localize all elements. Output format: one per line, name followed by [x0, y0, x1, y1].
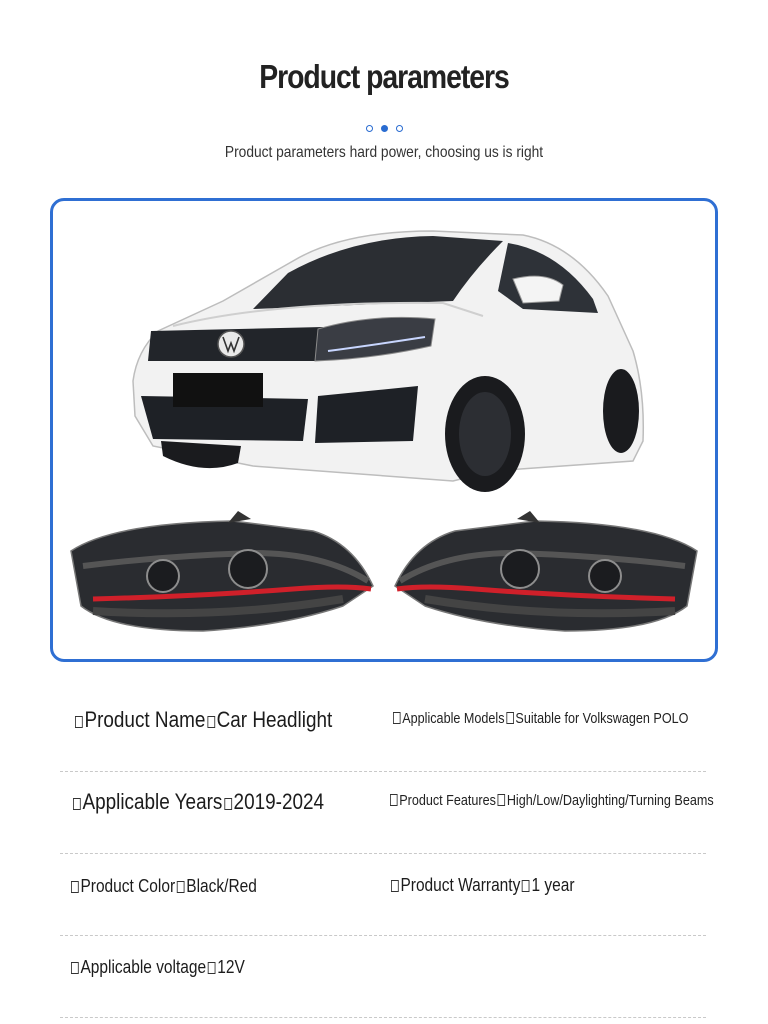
headlight-left: [71, 511, 373, 631]
separator-icon: [177, 881, 185, 893]
page-title: Product parameters: [259, 58, 509, 95]
car-illustration: [133, 231, 643, 492]
spec-product-warranty: Product Warranty 1 year: [391, 875, 575, 896]
spec-applicable-years: Applicable Years 2019-2024: [73, 789, 324, 815]
spec-applicable-voltage: Applicable voltage 12V: [71, 957, 245, 978]
spec-table: [60, 690, 714, 1018]
separator-icon: [207, 716, 215, 728]
dot-indicator-active: [381, 125, 388, 132]
bullet-icon: [75, 716, 83, 728]
dot-indicator: [396, 125, 403, 132]
separator-icon: [506, 712, 514, 724]
bullet-icon: [393, 712, 401, 724]
separator-icon: [522, 880, 530, 892]
bullet-icon: [71, 962, 79, 974]
bullet-icon: [71, 881, 79, 893]
spec-row: [60, 936, 706, 1018]
separator-icon: [498, 794, 506, 806]
carousel-dots: [0, 120, 768, 132]
spec-product-name: Product Name Car Headlight: [75, 707, 332, 733]
separator-icon: [224, 798, 232, 810]
spec-row: [60, 690, 706, 772]
bullet-icon: [73, 798, 81, 810]
spec-row: [60, 772, 714, 854]
bullet-icon: [391, 880, 399, 892]
page-subtitle: Product parameters hard power, choosing us is right: [224, 144, 544, 161]
spec-row: [60, 854, 706, 936]
bullet-icon: [390, 794, 398, 806]
spec-product-features: Product Features High/Low/Daylighting/Turning Beams: [390, 792, 714, 809]
separator-icon: [208, 962, 216, 974]
product-image: [53, 201, 715, 659]
spec-applicable-models: Applicable Models Suitable for Volkswagen POLO: [393, 710, 688, 727]
product-image-frame: [50, 198, 718, 662]
headlight-right: [395, 511, 697, 631]
dot-indicator: [366, 125, 373, 132]
spec-product-color: Product Color Black/Red: [71, 876, 257, 897]
